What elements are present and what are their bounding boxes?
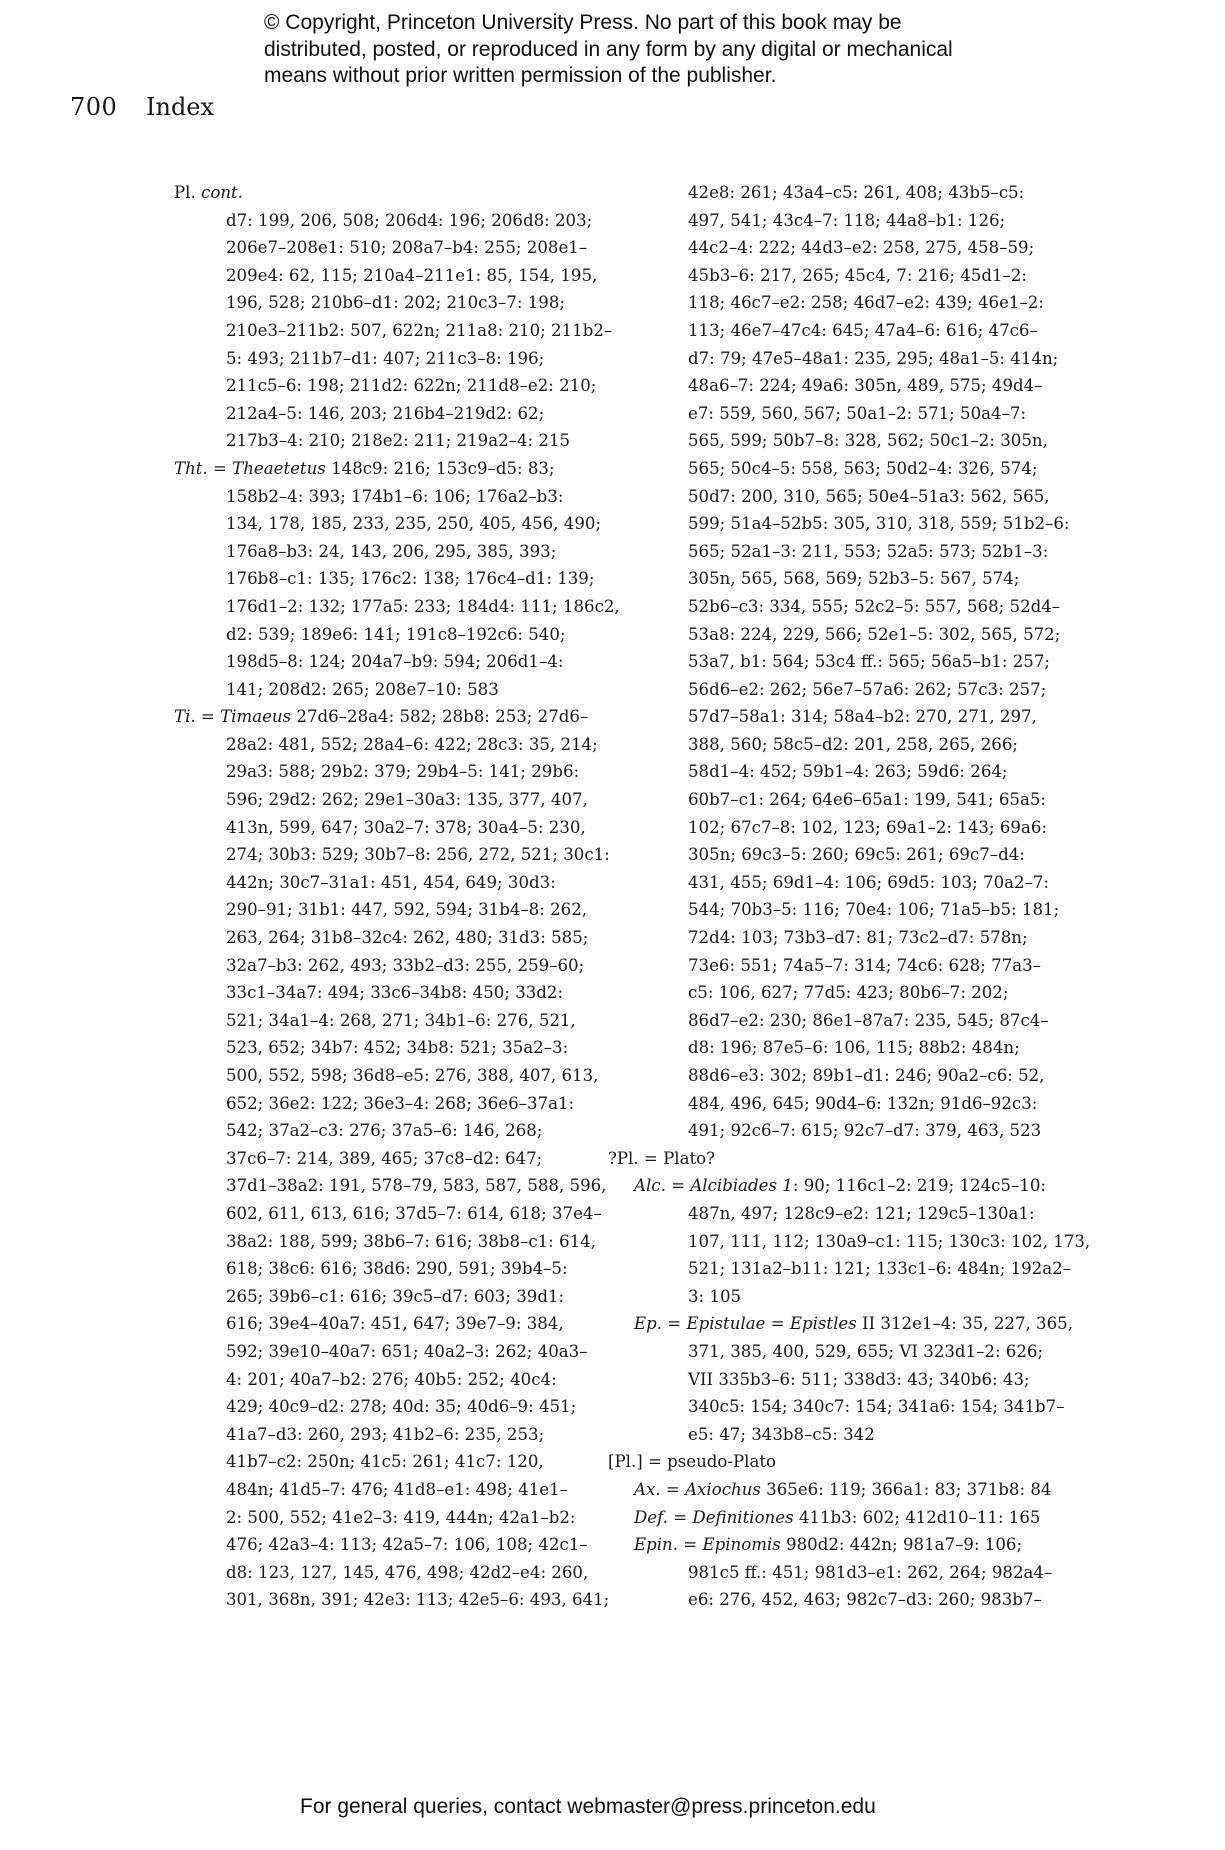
index-line: 652; 36e2: 122; 36e3–4: 268; 36e6–37a1: [226, 1093, 575, 1113]
index-line: e5: 47; 343b8–c5: 342 [688, 1424, 875, 1444]
index-line: 476; 42a3–4: 113; 42a5–7: 106, 108; 42c1– [226, 1535, 588, 1555]
index-line: 212a4–5: 146, 203; 216b4–219d2: 62; [226, 403, 545, 423]
index-line: 497, 541; 43c4–7: 118; 44a8–b1: 126; [688, 210, 1006, 230]
index-line: 41a7–d3: 260, 293; 41b2–6: 235, 253; [226, 1424, 545, 1444]
index-line: 60b7–c1: 264; 64e6–65a1: 199, 541; 65a5: [688, 790, 1046, 810]
index-line: 58d1–4: 452; 59b1–4: 263; 59d6: 264; [688, 762, 1008, 782]
index-entry-ep: Ep. = Epistulae = Epistles II 312e1–4: 35, 227, 365, [634, 1314, 1073, 1334]
page-number: 700 [70, 93, 118, 121]
index-line: 981c5 ff.: 451; 981d3–e1: 262, 264; 982a4– [688, 1562, 1053, 1582]
index-line: 56d6–e2: 262; 56e7–57a6: 262; 57c3: 257; [688, 679, 1047, 699]
index-entry-alc: Alc. = Alcibiades 1: 90; 116c1–2: 219; 124c5–10: [634, 1176, 1046, 1196]
index-line: 340c5: 154; 340c7: 154; 341a6: 154; 341b7– [688, 1397, 1065, 1417]
index-line: e7: 559, 560, 567; 50a1–2: 571; 50a4–7: [688, 403, 1027, 423]
epin-lines [608, 1559, 1053, 1614]
index-line: 44c2–4: 222; 44d3–e2: 258, 275, 458–59; [688, 238, 1035, 258]
index-line: 102; 67c7–8: 102, 123; 69a1–2: 143; 69a6: [688, 817, 1047, 837]
index-line: 107, 111, 112; 130a9–c1: 115; 130c3: 102, 173, [688, 1231, 1091, 1251]
index-line: 29a3: 588; 29b2: 379; 29b4–5: 141; 29b6: [226, 762, 580, 782]
index-line: VII 335b3–6: 511; 338d3: 43; 340b6: 43; [688, 1369, 1030, 1389]
index-line: 37c6–7: 214, 389, 465; 37c8–d2: 647; [226, 1148, 543, 1168]
page-title: Index [146, 93, 215, 121]
index-line: 4: 201; 40a7–b2: 276; 40b5: 252; 40c4: [226, 1369, 557, 1389]
index-line: 33c1–34a7: 494; 33c6–34b8: 450; 33d2: [226, 983, 564, 1003]
index-line: 217b3–4: 210; 218e2: 211; 219a2–4: 215 [226, 431, 571, 451]
index-column-left [174, 179, 620, 1614]
index-line: d8: 123, 127, 145, 476, 498; 42d2–e4: 260, [226, 1562, 589, 1582]
tht-lines [174, 483, 620, 704]
index-line: 158b2–4: 393; 174b1–6: 106; 176a2–b3: [226, 486, 564, 506]
index-line: 176d1–2: 132; 177a5: 233; 184d4: 111; 186c2, [226, 596, 620, 616]
index-line: 429; 40c9–d2: 278; 40d: 35; 40d6–9: 451; [226, 1397, 577, 1417]
index-line: 41b7–c2: 250n; 41c5: 261; 41c7: 120, [226, 1452, 544, 1472]
index-line: 599; 51a4–52b5: 305, 310, 318, 559; 51b2–6: [688, 514, 1070, 534]
index-line: c5: 106, 627; 77d5: 423; 80b6–7: 202; [688, 983, 1009, 1003]
index-line: 57d7–58a1: 314; 58a4–b2: 270, 271, 297, [688, 707, 1037, 727]
running-head [70, 93, 214, 121]
index-line: 544; 70b3–5: 116; 70e4: 106; 71a5–b5: 181; [688, 900, 1060, 920]
index-line: 198d5–8: 124; 204a7–b9: 594; 206d1–4: [226, 652, 564, 672]
index-heading-bpl: [Pl.] = pseudo-Plato [608, 1452, 777, 1472]
index-line: 176a8–b3: 24, 143, 206, 295, 385, 393; [226, 541, 557, 561]
index-entry-def: Def. = Definitiones 411b3: 602; 412d10–11: 165 [634, 1507, 1041, 1527]
index-line: 290–91; 31b1: 447, 592, 594; 31b4–8: 262, [226, 900, 588, 920]
index-line: 521; 34a1–4: 268, 271; 34b1–6: 276, 521, [226, 1010, 576, 1030]
index-entry-ti: Ti. = Timaeus 27d6–28a4: 582; 28b8: 253; 27d6– [174, 707, 589, 727]
index-line: 38a2: 188, 599; 38b6–7: 616; 38b8–c1: 614, [226, 1231, 596, 1251]
index-line: d2: 539; 189e6: 141; 191c8–192c6: 540; [226, 624, 566, 644]
index-line: 53a7, b1: 564; 53c4 ff.: 565; 56a5–b1: 257; [688, 652, 1050, 672]
ti-lines [174, 731, 610, 1614]
ti-cont-lines [608, 179, 1070, 1145]
index-column-right [608, 179, 1091, 1614]
index-line: 542; 37a2–c3: 276; 37a5–6: 146, 268; [226, 1121, 543, 1141]
index-line: 141; 208d2: 265; 208e7–10: 583 [226, 679, 499, 699]
index-line: 523, 652; 34b7: 452; 34b8: 521; 35a2–3: [226, 1038, 569, 1058]
index-line: 3: 105 [688, 1286, 742, 1306]
pl-cont-lines [174, 207, 613, 455]
index-line: 484, 496, 645; 90d4–6: 132n; 91d6–92c3: [688, 1093, 1038, 1113]
index-line: 32a7–b3: 262, 493; 33b2–d3: 255, 259–60; [226, 955, 585, 975]
index-entry-epin: Epin. = Epinomis 980d2: 442n; 981a7–9: 106; [634, 1535, 1023, 1555]
index-line: 565; 50c4–5: 558, 563; 50d2–4: 326, 574; [688, 458, 1038, 478]
index-line: 88d6–e3: 302; 89b1–d1: 246; 90a2–c6: 52, [688, 1066, 1045, 1085]
index-line: 442n; 30c7–31a1: 451, 454, 649; 30d3: [226, 872, 556, 892]
index-line: 37d1–38a2: 191, 578–79, 583, 587, 588, 596, [226, 1176, 607, 1196]
index-line: 206e7–208e1: 510; 208a7–b4: 255; 208e1– [226, 238, 588, 258]
index-line: e6: 276, 452, 463; 982c7–d3: 260; 983b7– [688, 1590, 1042, 1610]
index-line: 196, 528; 210b6–d1: 202; 210c3–7: 198; [226, 293, 565, 313]
index-line: 209e4: 62, 115; 210a4–211e1: 85, 154, 195, [226, 265, 598, 285]
index-line: 176b8–c1: 135; 176c2: 138; 176c4–d1: 139; [226, 569, 595, 589]
index-line: 305n; 69c3–5: 260; 69c5: 261; 69c7–d4: [688, 845, 1025, 865]
index-line: 596; 29d2: 262; 29e1–30a3: 135, 377, 407, [226, 790, 588, 810]
index-line: d8: 196; 87e5–6: 106, 115; 88b2: 484n; [688, 1038, 1020, 1058]
index-line: 413n, 599, 647; 30a2–7: 378; 30a4–5: 230, [226, 817, 586, 837]
index-line: 210e3–211b2: 507, 622n; 211a8: 210; 211b2– [226, 320, 613, 340]
copyright-line: means without prior written permission of the publisher. [264, 64, 777, 87]
index-line: 263, 264; 31b8–32c4: 262, 480; 31d3: 585; [226, 928, 589, 948]
footer-contact: For general queries, contact webmaster@press.princeton.edu [300, 1795, 876, 1818]
index-line: 2: 500, 552; 41e2–3: 419, 444n; 42a1–b2: [226, 1507, 576, 1527]
index-line: 265; 39b6–c1: 616; 39c5–d7: 603; 39d1: [226, 1286, 565, 1306]
index-line: 592; 39e10–40a7: 651; 40a2–3: 262; 40a3– [226, 1341, 588, 1361]
index-line: 388, 560; 58c5–d2: 201, 258, 265, 266; [688, 734, 1018, 754]
index-entry-ax: Ax. = Axiochus 365e6: 119; 366a1: 83; 371b8: 84 [634, 1479, 1052, 1499]
index-line: 274; 30b3: 529; 30b7–8: 256, 272, 521; 30c1: [226, 845, 610, 865]
index-line: 50d7: 200, 310, 565; 50e4–51a3: 562, 565, [688, 486, 1050, 506]
index-heading-pl-cont: Pl. cont. [174, 183, 243, 202]
index-line: 616; 39e4–40a7: 451, 647; 39e7–9: 384, [226, 1314, 564, 1334]
index-line: 618; 38c6: 616; 38d6: 290, 591; 39b4–5: [226, 1259, 568, 1279]
index-line: 491; 92c6–7: 615; 92c7–d7: 379, 463, 523 [688, 1121, 1042, 1141]
index-line: 565, 599; 50b7–8: 328, 562; 50c1–2: 305n, [688, 431, 1048, 451]
index-line: 45b3–6: 217, 265; 45c4, 7: 216; 45d1–2: [688, 265, 1027, 285]
index-line: 118; 46c7–e2: 258; 46d7–e2: 439; 46e1–2: [688, 293, 1044, 313]
index-line: 42e8: 261; 43a4–c5: 261, 408; 43b5–c5: [688, 183, 1025, 202]
index-line: 5: 493; 211b7–d1: 407; 211c3–8: 196; [226, 348, 545, 368]
copyright-line: © Copyright, Princeton University Press. No part of this book may be [264, 11, 902, 34]
index-line: 500, 552, 598; 36d8–e5: 276, 388, 407, 613, [226, 1066, 599, 1085]
index-line: 305n, 565, 568, 569; 52b3–5: 567, 574; [688, 569, 1020, 589]
copyright-line: distributed, posted, or reproduced in any form by any digital or mechanical [264, 37, 953, 61]
index-line: 48a6–7: 224; 49a6: 305n, 489, 575; 49d4– [688, 376, 1043, 396]
index-line: 211c5–6: 198; 211d2: 622n; 211d8–e2: 210; [226, 376, 597, 396]
index-line: 487n, 497; 128c9–e2: 121; 129c5–130a1: [688, 1203, 1035, 1223]
index-line: 28a2: 481, 552; 28a4–6: 422; 28c3: 35, 214; [226, 734, 598, 754]
copyright-notice [264, 10, 1024, 90]
index-line: 301, 368n, 391; 42e3: 113; 42e5–6: 493, 641; [226, 1590, 610, 1610]
index-line: 134, 178, 185, 233, 235, 250, 405, 456, 490; [226, 514, 602, 534]
index-line: 371, 385, 400, 529, 655; VI 323d1–2: 626; [688, 1341, 1044, 1361]
index-line: 53a8: 224, 229, 566; 52e1–5: 302, 565, 572; [688, 624, 1061, 644]
index-entry-tht: Tht. = Theaetetus 148c9: 216; 153c9–d5: 83; [174, 458, 555, 478]
index-line: 521; 131a2–b11: 121; 133c1–6: 484n; 192a2– [688, 1259, 1071, 1279]
ep-lines [608, 1338, 1065, 1448]
index-line: 602, 611, 613, 616; 37d5–7: 614, 618; 37e4– [226, 1203, 602, 1223]
index-line: 52b6–c3: 334, 555; 52c2–5: 557, 568; 52d4– [688, 596, 1061, 616]
index-line: 73e6: 551; 74a5–7: 314; 74c6: 628; 77a3– [688, 955, 1041, 975]
index-line: 565; 52a1–3: 211, 553; 52a5: 573; 52b1–3: [688, 541, 1049, 561]
index-line: 113; 46e7–47c4: 645; 47a4–6: 616; 47c6– [688, 320, 1038, 340]
index-line: 72d4: 103; 73b3–d7: 81; 73c2–d7: 578n; [688, 928, 1028, 948]
index-line: 484n; 41d5–7: 476; 41d8–e1: 498; 41e1– [226, 1479, 568, 1499]
index-heading-qpl: ?Pl. = Plato? [608, 1148, 716, 1168]
index-line: 86d7–e2: 230; 86e1–87a7: 235, 545; 87c4– [688, 1010, 1049, 1030]
index-line: 431, 455; 69d1–4: 106; 69d5: 103; 70a2–7: [688, 872, 1050, 892]
index-line: d7: 199, 206, 508; 206d4: 196; 206d8: 203; [226, 210, 593, 230]
alc-lines [608, 1200, 1091, 1310]
index-line: d7: 79; 47e5–48a1: 235, 295; 48a1–5: 414n; [688, 348, 1059, 368]
